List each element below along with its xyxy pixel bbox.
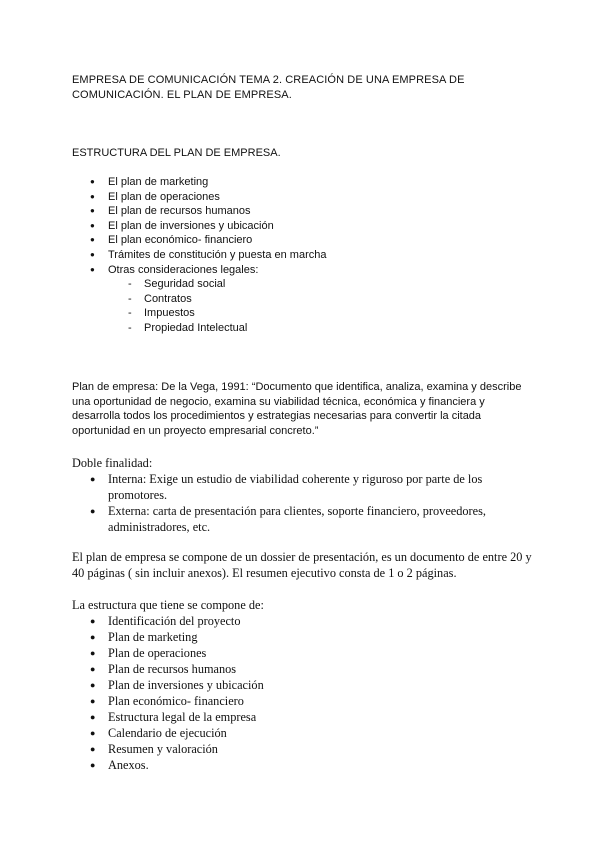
list-item: ● Plan económico- financiero: [72, 693, 532, 709]
estructura-list: [72, 613, 532, 773]
doble-finalidad-section: [72, 455, 532, 535]
doble-finalidad-heading: Doble finalidad:: [72, 456, 153, 470]
structure-list-section: [72, 175, 532, 336]
dossier-paragraph: El plan de empresa se compone de un dossier de presentación, es un documento de entre 20 y 40 páginas ( sin incluir anexos). El resumen ejecutivo consta de 1 o 2 páginas.: [72, 550, 532, 580]
list-item: ● Trámites de constitución y puesta en marcha: [72, 248, 532, 263]
list-item: ● Plan de inversiones y ubicación: [72, 677, 532, 693]
doble-finalidad-list: [72, 471, 532, 535]
list-item: ● El plan económico- financiero: [72, 233, 532, 248]
list-item: ● Calendario de ejecución: [72, 725, 532, 741]
sublist-item: - Seguridad social: [72, 277, 532, 292]
document-title: EMPRESA DE COMUNICACIÓN TEMA 2. CREACIÓN DE UNA EMPRESA DE COMUNICACIÓN. EL PLAN DE EMPRESA.: [72, 74, 465, 101]
sublist-item: - Contratos: [72, 292, 532, 307]
definition-paragraph: [72, 380, 532, 438]
list-item: ● Plan de marketing: [72, 629, 532, 645]
estructura-heading: La estructura que tiene se compone de:: [72, 598, 264, 612]
definition-label: Plan de empresa:: [72, 381, 159, 393]
list-item: ● El plan de recursos humanos: [72, 204, 532, 219]
list-item: ● Resumen y valoración: [72, 741, 532, 757]
sublist-item: - Impuestos: [72, 306, 532, 321]
list-item: ● Externa: carta de presentación para clientes, soporte financiero, proveedores, administradores, etc.: [72, 503, 532, 535]
list-item: ● Otras consideraciones legales:: [72, 263, 532, 278]
list-item: ● Anexos.: [72, 757, 532, 773]
list-item: ● El plan de operaciones: [72, 190, 532, 205]
structure-heading: ESTRUCTURA DEL PLAN DE EMPRESA.: [72, 147, 281, 159]
legal-sublist: [72, 277, 532, 335]
list-item: ● Plan de recursos humanos: [72, 661, 532, 677]
list-item: ● Plan de operaciones: [72, 645, 532, 661]
list-item: ● Identificación del proyecto: [72, 613, 532, 629]
list-item: ● Interna: Exige un estudio de viabilidad coherente y riguroso por parte de los promotores.: [72, 471, 532, 503]
definition-text: De la Vega, 1991: “Documento que identifica, analiza, examina y describe una oportunidad de negocio, examina su viabilidad técnica, económica y financiera y desarrolla todos los procedimientos y estrategias necesarias para convertir la citada oportunidad en un proyecto empresarial concreto.”: [72, 381, 522, 437]
structure-list: [72, 175, 532, 277]
sublist-item: - Propiedad Intelectual: [72, 321, 532, 336]
list-item: ● El plan de inversiones y ubicación: [72, 219, 532, 234]
list-item: ● Estructura legal de la empresa: [72, 709, 532, 725]
list-item: ● El plan de marketing: [72, 175, 532, 190]
estructura-section: [72, 597, 532, 773]
